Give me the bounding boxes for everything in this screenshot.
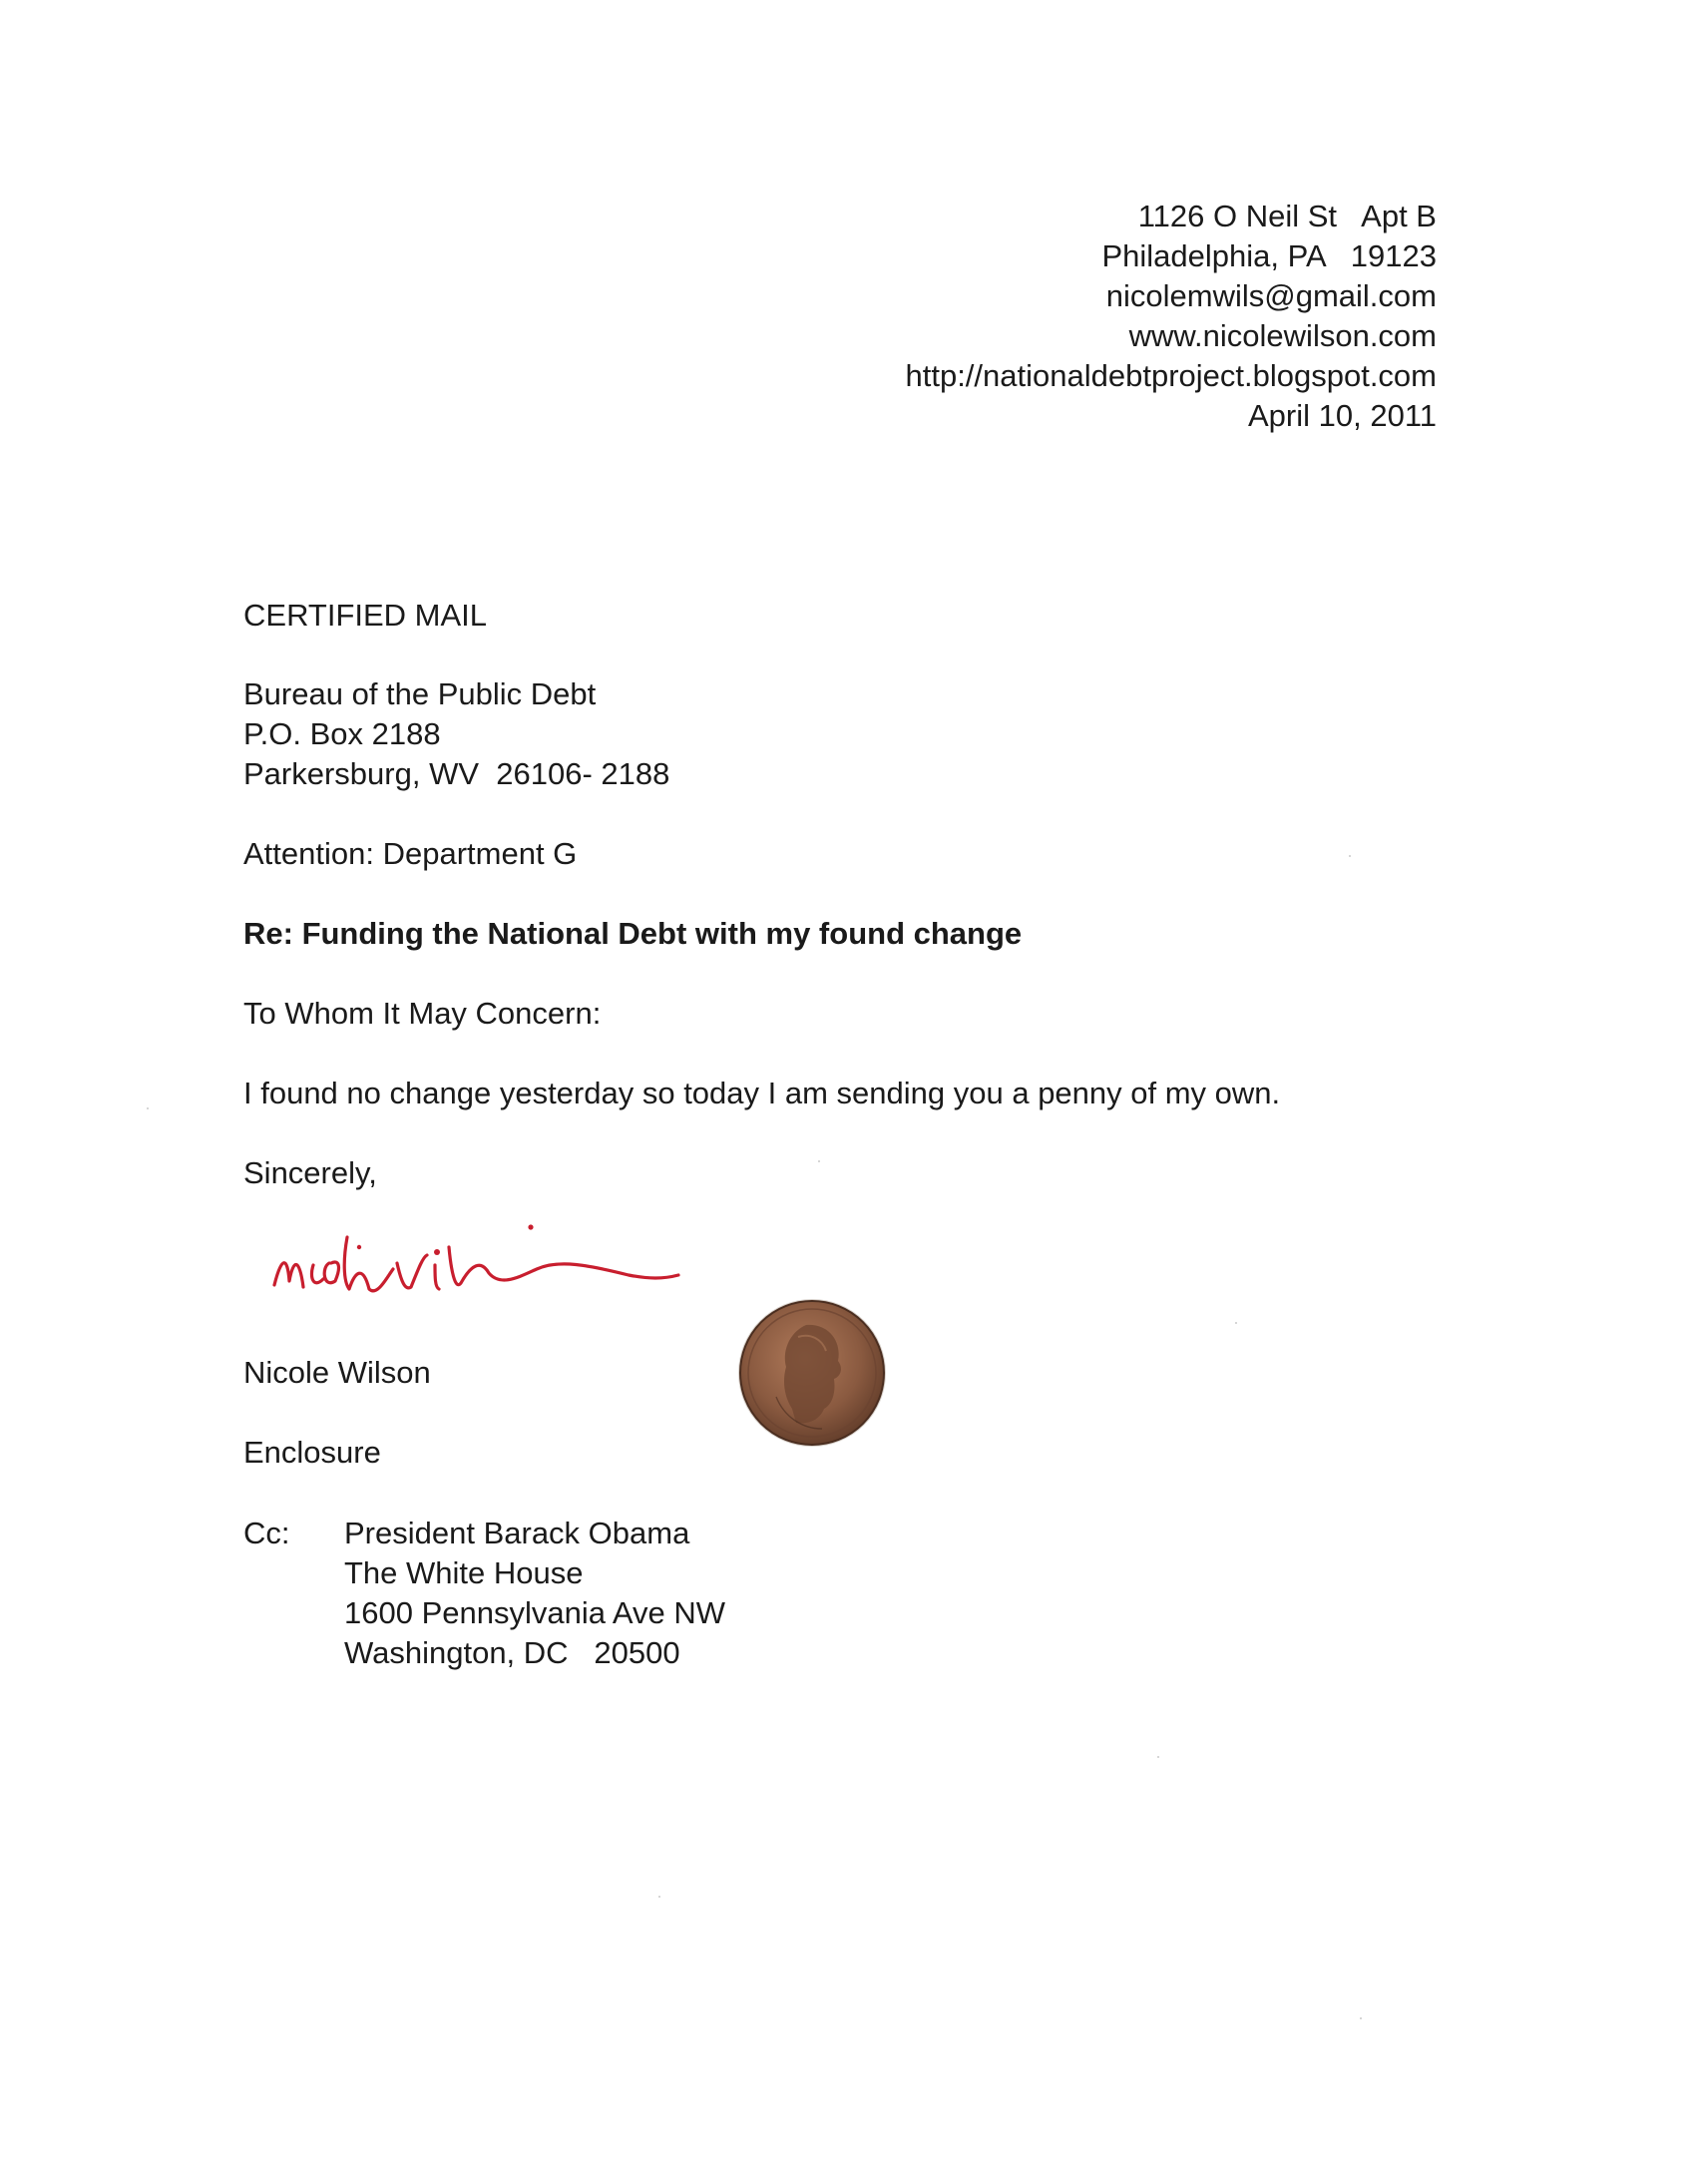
cc-street: 1600 Pennsylvania Ave NW	[344, 1595, 725, 1630]
scan-speck	[818, 1160, 820, 1162]
recipient-address-block	[243, 674, 669, 794]
recipient-po-box: P.O. Box 2188	[243, 716, 441, 751]
scan-speck	[658, 1896, 660, 1898]
scan-speck	[1360, 2017, 1362, 2019]
salutation: To Whom It May Concern:	[243, 996, 602, 1031]
recipient-name: Bureau of the Public Debt	[243, 676, 597, 711]
scan-speck	[147, 1107, 149, 1109]
cc-organization: The White House	[344, 1555, 584, 1590]
handwritten-signature	[269, 1207, 688, 1317]
sender-email: nicolemwils@gmail.com	[1105, 278, 1437, 313]
attention-line: Attention: Department G	[243, 836, 578, 871]
penny-coin-image	[736, 1297, 888, 1449]
cc-city: Washington, DC 20500	[344, 1635, 680, 1670]
recipient-city: Parkersburg, WV 26106- 2188	[243, 756, 670, 791]
subject-line: Re: Funding the National Debt with my found change	[243, 916, 1023, 951]
sender-city: Philadelphia, PA 19123	[1101, 238, 1437, 273]
sender-address-block	[905, 197, 1437, 436]
closing: Sincerely,	[243, 1155, 377, 1190]
sender-street: 1126 O Neil St Apt B	[1137, 199, 1437, 233]
letter-body: I found no change yesterday so today I am sending you a penny of my own.	[243, 1076, 1281, 1110]
sender-website: www.nicolewilson.com	[1128, 318, 1437, 353]
enclosure-note: Enclosure	[243, 1435, 381, 1470]
scan-speck	[1157, 1756, 1159, 1758]
scan-speck	[1235, 1322, 1237, 1324]
sender-blog: http://nationaldebtproject.blogspot.com	[905, 358, 1437, 393]
cc-address-block	[344, 1514, 725, 1673]
signer-name: Nicole Wilson	[243, 1355, 431, 1390]
cc-name: President Barack Obama	[344, 1516, 690, 1550]
letter-date: April 10, 2011	[1248, 398, 1437, 433]
scan-speck	[1349, 855, 1351, 857]
mail-type: CERTIFIED MAIL	[243, 598, 488, 633]
cc-label: Cc:	[243, 1516, 290, 1550]
